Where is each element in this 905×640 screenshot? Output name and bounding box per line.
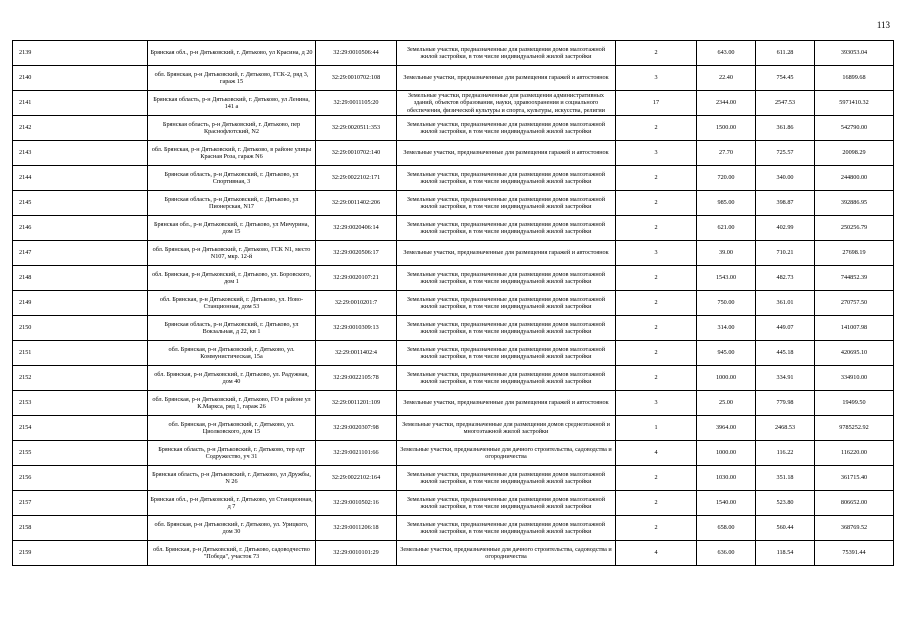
specific-value-cell: 116.22: [756, 441, 815, 466]
area-cell: 636.00: [697, 541, 756, 566]
cadastral-value-cell: 75391.44: [815, 541, 894, 566]
group-cell: 2: [616, 266, 697, 291]
table-row: [13, 366, 894, 391]
cadastral-value-cell: 9785252.92: [815, 416, 894, 441]
group-cell: 2: [616, 291, 697, 316]
row-number-cell: 2144: [13, 166, 148, 191]
page-number: 113: [876, 20, 890, 30]
specific-value-cell: 2468.53: [756, 416, 815, 441]
land-use-cell: Земельные участки, предназначенные для размещения домов малоэтажной жилой застройки, в том числе индивидуальной жилой застройки: [397, 191, 616, 216]
row-number-cell: 2139: [13, 41, 148, 66]
address-cell: Брянская область, р-н Дятьковский, г. Дятьково, ул Вокзальная, д 22, кв 1: [148, 316, 316, 341]
land-use-cell: Земельные участки, предназначенные для размещения домов малоэтажной жилой застройки, в том числе индивидуальной жилой застройки: [397, 216, 616, 241]
table-row: [13, 541, 894, 566]
land-use-cell: Земельные участки, предназначенные для размещения гаражей и автостоянок: [397, 141, 616, 166]
area-cell: 39.00: [697, 241, 756, 266]
cadastral-number-cell: 32:29:0020307:98: [316, 416, 397, 441]
table-row: [13, 391, 894, 416]
land-use-cell: Земельные участки, предназначенные для размещения домов малоэтажной жилой застройки, в том числе индивидуальной жилой застройки: [397, 366, 616, 391]
specific-value-cell: 449.07: [756, 316, 815, 341]
specific-value-cell: 340.00: [756, 166, 815, 191]
area-cell: 1540.00: [697, 491, 756, 516]
area-cell: 25.00: [697, 391, 756, 416]
area-cell: 1500.00: [697, 116, 756, 141]
table-row: [13, 441, 894, 466]
land-use-cell: Земельные участки, предназначенные для дачного строительства, садоводства и огородничества: [397, 441, 616, 466]
group-cell: 2: [616, 491, 697, 516]
area-cell: 22.40: [697, 66, 756, 91]
area-cell: 945.00: [697, 341, 756, 366]
row-number-cell: 2154: [13, 416, 148, 441]
cadastral-value-cell: 542790.00: [815, 116, 894, 141]
row-number-cell: 2157: [13, 491, 148, 516]
cadastral-number-cell: 32:29:0022105:78: [316, 366, 397, 391]
table-row: [13, 291, 894, 316]
cadastral-number-cell: 32:29:0020107:21: [316, 266, 397, 291]
row-number-cell: 2153: [13, 391, 148, 416]
address-cell: Брянская область, р-н Дятьковский, г. Дятьково, ул Дружбы, N 26: [148, 466, 316, 491]
cadastral-value-cell: 244800.00: [815, 166, 894, 191]
cadastral-value-cell: 16899.68: [815, 66, 894, 91]
area-cell: 720.00: [697, 166, 756, 191]
land-use-cell: Земельные участки, предназначенные для размещения гаражей и автостоянок: [397, 241, 616, 266]
row-number-cell: 2145: [13, 191, 148, 216]
cadastral-value-cell: 334910.00: [815, 366, 894, 391]
row-number-cell: 2147: [13, 241, 148, 266]
cadastral-value-cell: 361715.40: [815, 466, 894, 491]
land-use-cell: Земельные участки, предназначенные для размещения административных зданий, объектов образования, науки, здравоохранения и социального обеспечения, физической культуры и спорта, культуры, искусства, религии: [397, 91, 616, 116]
area-cell: 1000.00: [697, 441, 756, 466]
area-cell: 621.00: [697, 216, 756, 241]
land-use-cell: Земельные участки, предназначенные для размещения домов малоэтажной жилой застройки, в том числе индивидуальной жилой застройки: [397, 41, 616, 66]
address-cell: обл. Брянская, р-н Дятьковский, г. Дятьково, ул. Ново-Станционная, дом 53: [148, 291, 316, 316]
table-row: [13, 516, 894, 541]
cadastral-value-cell: 20098.29: [815, 141, 894, 166]
row-number-cell: 2150: [13, 316, 148, 341]
land-use-cell: Земельные участки, предназначенные для дачного строительства, садоводства и огородничества: [397, 541, 616, 566]
table-row: [13, 266, 894, 291]
cadastral-number-cell: 32:29:0011402:206: [316, 191, 397, 216]
specific-value-cell: 351.18: [756, 466, 815, 491]
table-row: [13, 116, 894, 141]
row-number-cell: 2149: [13, 291, 148, 316]
row-number-cell: 2152: [13, 366, 148, 391]
address-cell: обл. Брянская, р-н Дятьковский, г. Дятьково, ГСК N1, место N107, мкр. 12-й: [148, 241, 316, 266]
cadastral-number-cell: 32:29:0020511:353: [316, 116, 397, 141]
cadastral-number-cell: 32:29:0020506:17: [316, 241, 397, 266]
cadastral-value-cell: 19499.50: [815, 391, 894, 416]
area-cell: 2344.00: [697, 91, 756, 116]
group-cell: 2: [616, 341, 697, 366]
table-row: [13, 166, 894, 191]
address-cell: обл. Брянская, р-н Дятьковский, г. Дятьково, садоводчество "Победа", участок 73: [148, 541, 316, 566]
cadastral-number-cell: 32:29:0011402:4: [316, 341, 397, 366]
cadastral-number-cell: 32:29:0010506:44: [316, 41, 397, 66]
cadastral-value-cell: 270757.50: [815, 291, 894, 316]
table-row: [13, 216, 894, 241]
group-cell: 2: [616, 316, 697, 341]
address-cell: обл. Брянская, р-н Дятьковский, г. Дятьково, ГСК-2, ряд 3, гараж 15: [148, 66, 316, 91]
group-cell: 2: [616, 41, 697, 66]
row-number-cell: 2155: [13, 441, 148, 466]
address-cell: обл. Брянская, р-н Дятьковский, г. Дятьково, ул. Урицкого, дом 30: [148, 516, 316, 541]
land-use-cell: Земельные участки, предназначенные для размещения гаражей и автостоянок: [397, 66, 616, 91]
cadastral-number-cell: 32:29:0020406:14: [316, 216, 397, 241]
specific-value-cell: 398.87: [756, 191, 815, 216]
group-cell: 2: [616, 366, 697, 391]
specific-value-cell: 402.99: [756, 216, 815, 241]
group-cell: 3: [616, 391, 697, 416]
address-cell: Брянская область, р-н Дятьковский, г. Дятьково, ул Ленина, 141 а: [148, 91, 316, 116]
table-row: [13, 141, 894, 166]
land-use-cell: Земельные участки, предназначенные для размещения домов малоэтажной жилой застройки, в том числе индивидуальной жилой застройки: [397, 491, 616, 516]
table-row: [13, 41, 894, 66]
table-row: [13, 341, 894, 366]
address-cell: обл. Брянская, р-н Дятьковский, г. Дятьково, ГО в районе ул К.Маркса, ряд 1, гараж 26: [148, 391, 316, 416]
specific-value-cell: 710.21: [756, 241, 815, 266]
group-cell: 2: [616, 166, 697, 191]
cadastral-number-cell: 32:29:0011105:20: [316, 91, 397, 116]
cadastral-value-cell: 420695.10: [815, 341, 894, 366]
table-row: [13, 66, 894, 91]
cadastral-number-cell: 32:29:0011201:109: [316, 391, 397, 416]
cadastral-value-cell: 368769.52: [815, 516, 894, 541]
cadastral-number-cell: 32:29:0011206:18: [316, 516, 397, 541]
land-use-cell: Земельные участки, предназначенные для размещения домов малоэтажной жилой застройки, в том числе индивидуальной жилой застройки: [397, 466, 616, 491]
cadastral-number-cell: 32:29:0010201:7: [316, 291, 397, 316]
area-cell: 750.00: [697, 291, 756, 316]
group-cell: 2: [616, 216, 697, 241]
table-row: [13, 466, 894, 491]
group-cell: 1: [616, 416, 697, 441]
land-use-cell: Земельные участки, предназначенные для размещения гаражей и автостоянок: [397, 391, 616, 416]
address-cell: обл. Брянская, р-н Дятьковский, г. Дятьково, ул. Коммунистическая, 15а: [148, 341, 316, 366]
area-cell: 314.00: [697, 316, 756, 341]
row-number-cell: 2143: [13, 141, 148, 166]
land-use-cell: Земельные участки, предназначенные для размещения домов малоэтажной жилой застройки, в том числе индивидуальной жилой застройки: [397, 316, 616, 341]
address-cell: обл. Брянская, р-н Дятьковский, г. Дятьково, ул. Радужная, дом 40: [148, 366, 316, 391]
address-cell: Брянская область, р-н Дятьковский, г. Дятьково, тер едт Содружество, уч 31: [148, 441, 316, 466]
cadastral-value-cell: 250256.79: [815, 216, 894, 241]
group-cell: 2: [616, 516, 697, 541]
row-number-cell: 2141: [13, 91, 148, 116]
cadastral-value-cell: 141007.98: [815, 316, 894, 341]
land-use-cell: Земельные участки, предназначенные для размещения домов среднеэтажной и многоэтажной жилой застройки: [397, 416, 616, 441]
cadastral-value-cell: 744852.39: [815, 266, 894, 291]
specific-value-cell: 361.01: [756, 291, 815, 316]
row-number-cell: 2148: [13, 266, 148, 291]
cadastral-value-cell: 116220.00: [815, 441, 894, 466]
group-cell: 4: [616, 541, 697, 566]
cadastral-number-cell: 32:29:0022102:171: [316, 166, 397, 191]
land-use-cell: Земельные участки, предназначенные для размещения домов малоэтажной жилой застройки, в том числе индивидуальной жилой застройки: [397, 166, 616, 191]
specific-value-cell: 118.54: [756, 541, 815, 566]
cadastral-value-cell: 27698.19: [815, 241, 894, 266]
cadastral-value-cell: 392886.95: [815, 191, 894, 216]
area-cell: 658.00: [697, 516, 756, 541]
land-use-cell: Земельные участки, предназначенные для размещения домов малоэтажной жилой застройки, в том числе индивидуальной жилой застройки: [397, 291, 616, 316]
specific-value-cell: 523.80: [756, 491, 815, 516]
group-cell: 3: [616, 66, 697, 91]
row-number-cell: 2151: [13, 341, 148, 366]
cadastral-number-cell: 32:29:0010702:140: [316, 141, 397, 166]
specific-value-cell: 754.45: [756, 66, 815, 91]
group-cell: 2: [616, 191, 697, 216]
specific-value-cell: 361.86: [756, 116, 815, 141]
table-row: [13, 241, 894, 266]
table-row: [13, 491, 894, 516]
land-plots-table: [12, 40, 894, 566]
address-cell: обл. Брянская, р-н Дятьковский, г. Дятьково, в районе улицы Красная Роза, гараж N6: [148, 141, 316, 166]
specific-value-cell: 725.57: [756, 141, 815, 166]
address-cell: Брянская обл., р-н Дятьковский, г. Дятьково, ул Красина, д 20: [148, 41, 316, 66]
land-use-cell: Земельные участки, предназначенные для размещения домов малоэтажной жилой застройки, в том числе индивидуальной жилой застройки: [397, 266, 616, 291]
table-row: [13, 91, 894, 116]
group-cell: 4: [616, 441, 697, 466]
land-use-cell: Земельные участки, предназначенные для размещения домов малоэтажной жилой застройки, в том числе индивидуальной жилой застройки: [397, 516, 616, 541]
address-cell: Брянская область, р-н Дятьковский, г. Дятьково, ул Спортивная, 3: [148, 166, 316, 191]
group-cell: 3: [616, 241, 697, 266]
row-number-cell: 2142: [13, 116, 148, 141]
address-cell: Брянская обл., р-н Дятьковский, г. Дятьково, ул Станционная, д 7: [148, 491, 316, 516]
land-use-cell: Земельные участки, предназначенные для размещения домов малоэтажной жилой застройки, в том числе индивидуальной жилой застройки: [397, 341, 616, 366]
address-cell: Брянская обл., р-н Дятьковский, г. Дятьково, ул Мичурина, дом 15: [148, 216, 316, 241]
row-number-cell: 2156: [13, 466, 148, 491]
specific-value-cell: 445.18: [756, 341, 815, 366]
address-cell: Брянская область, р-н Дятьковский, г. Дятьково, пер Краснофлотский, N2: [148, 116, 316, 141]
group-cell: 2: [616, 116, 697, 141]
group-cell: 3: [616, 141, 697, 166]
cadastral-number-cell: 32:29:0010309:13: [316, 316, 397, 341]
specific-value-cell: 2547.53: [756, 91, 815, 116]
cadastral-number-cell: 32:29:0010702:108: [316, 66, 397, 91]
area-cell: 1030.00: [697, 466, 756, 491]
specific-value-cell: 560.44: [756, 516, 815, 541]
area-cell: 1543.00: [697, 266, 756, 291]
address-cell: обл. Брянская, р-н Дятьковский, г. Дятьково, ул. Боровского, дом 1: [148, 266, 316, 291]
cadastral-number-cell: 32:29:0010101:29: [316, 541, 397, 566]
group-cell: 2: [616, 466, 697, 491]
table-body: [13, 41, 894, 566]
specific-value-cell: 779.98: [756, 391, 815, 416]
row-number-cell: 2158: [13, 516, 148, 541]
cadastral-value-cell: 393053.04: [815, 41, 894, 66]
cadastral-number-cell: 32:29:0022102:164: [316, 466, 397, 491]
area-cell: 3964.00: [697, 416, 756, 441]
address-cell: обл. Брянская, р-н Дятьковский, г. Дятьково, ул. Циолковского, дом 15: [148, 416, 316, 441]
specific-value-cell: 334.91: [756, 366, 815, 391]
area-cell: 643.00: [697, 41, 756, 66]
land-use-cell: Земельные участки, предназначенные для размещения домов малоэтажной жилой застройки, в том числе индивидуальной жилой застройки: [397, 116, 616, 141]
cadastral-number-cell: 32:29:0010502:16: [316, 491, 397, 516]
cadastral-value-cell: 806652.00: [815, 491, 894, 516]
address-cell: Брянская область, р-н Дятьковский, г. Дятьково, ул Пионерская, N17: [148, 191, 316, 216]
cadastral-value-cell: 5971410.32: [815, 91, 894, 116]
table-row: [13, 416, 894, 441]
specific-value-cell: 611.28: [756, 41, 815, 66]
area-cell: 985.00: [697, 191, 756, 216]
table-row: [13, 316, 894, 341]
specific-value-cell: 482.73: [756, 266, 815, 291]
row-number-cell: 2159: [13, 541, 148, 566]
row-number-cell: 2140: [13, 66, 148, 91]
group-cell: 17: [616, 91, 697, 116]
area-cell: 27.70: [697, 141, 756, 166]
area-cell: 1000.00: [697, 366, 756, 391]
cadastral-number-cell: 32:29:0021101:66: [316, 441, 397, 466]
row-number-cell: 2146: [13, 216, 148, 241]
table-row: [13, 191, 894, 216]
